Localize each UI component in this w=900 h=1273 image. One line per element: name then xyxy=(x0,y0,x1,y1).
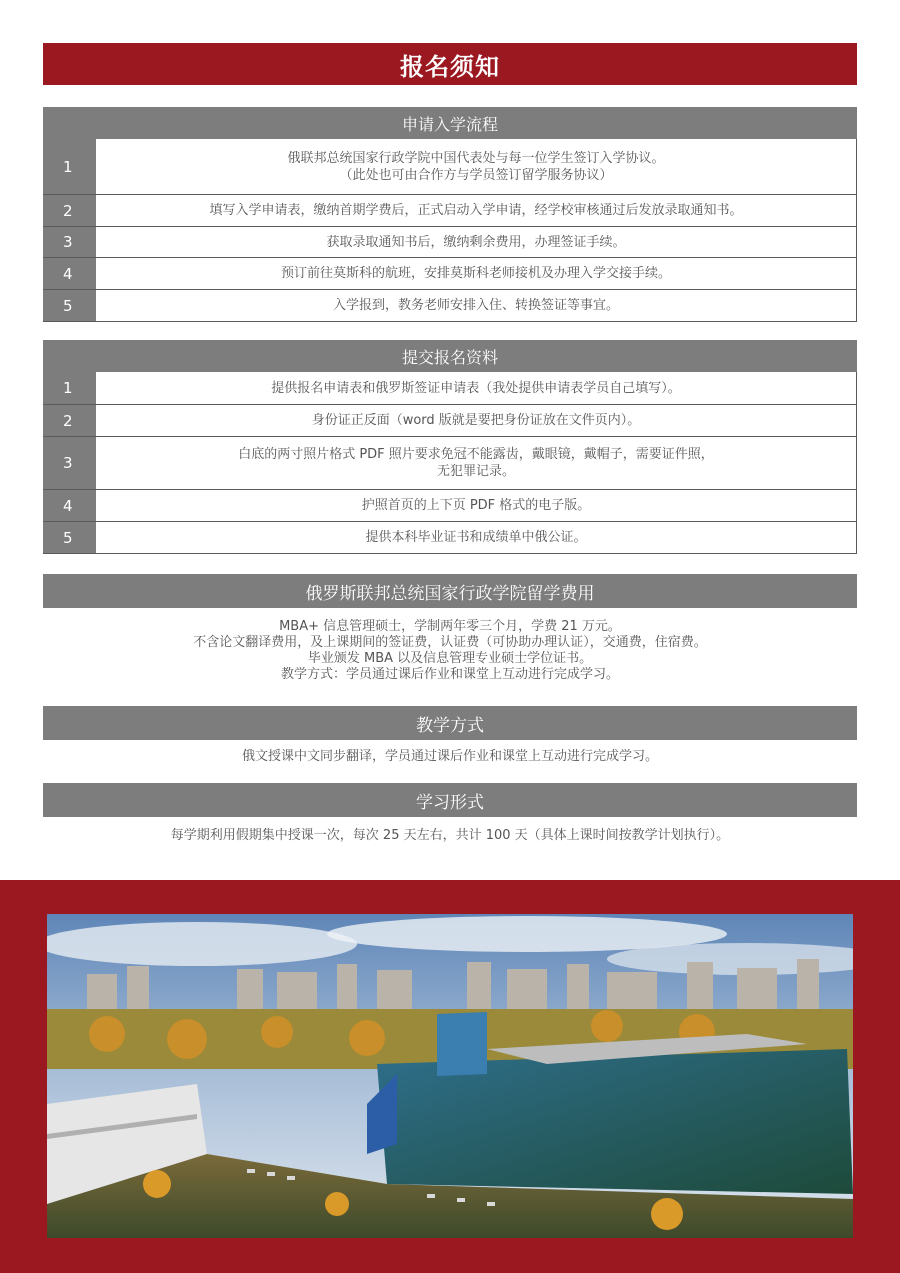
row-number: 3 xyxy=(43,437,96,489)
row-text xyxy=(96,490,857,521)
row-text-line: （此处也可由合作方与学员签订留学服务协议） xyxy=(339,167,613,183)
row-text xyxy=(96,258,857,289)
row-text xyxy=(96,405,857,436)
table-row xyxy=(43,195,857,227)
row-text-line: 白底的两寸照片格式 PDF 照片要求免冠不能露齿，戴眼镜，戴帽子，需要证件照， xyxy=(238,447,714,462)
fees-text xyxy=(43,619,857,683)
fees-line: MBA+ 信息管理硕士，学制两年零三个月，学费 21 万元。 xyxy=(279,619,621,634)
process-table-heading: 申请入学流程 xyxy=(43,107,857,139)
table-row xyxy=(43,258,857,290)
row-number: 1 xyxy=(43,139,96,194)
row-number: 5 xyxy=(43,290,96,321)
row-text-line: 身份证正反面（word 版就是要把身份证放在文件页内）。 xyxy=(311,413,641,428)
row-text-line: 提供本科毕业证书和成绩单中俄公证。 xyxy=(365,530,587,545)
row-text-line: 无犯罪记录。 xyxy=(436,464,515,479)
row-number: 1 xyxy=(43,372,96,404)
materials-table-heading: 提交报名资料 xyxy=(43,340,857,372)
row-text xyxy=(96,139,857,194)
table-row xyxy=(43,227,857,258)
fees-line: 不含论文翻译费用，及上课期间的签证费，认证费（可协助办理认证），交通费，住宿费。 xyxy=(193,635,707,650)
row-text xyxy=(96,195,857,226)
row-number: 4 xyxy=(43,490,96,521)
fees-heading: 俄罗斯联邦总统国家行政学院留学费用 xyxy=(43,574,857,608)
table-row xyxy=(43,405,857,437)
table-row xyxy=(43,372,857,405)
process-table xyxy=(43,107,857,322)
fees-line: 毕业颁发 MBA 以及信息管理专业硕士学位证书。 xyxy=(307,651,593,666)
fees-line: 教学方式：学员通过课后作业和课堂上互动进行完成学习。 xyxy=(280,667,619,682)
teaching-text: 俄文授课中文同步翻译，学员通过课后作业和课堂上互动进行完成学习。 xyxy=(241,749,658,764)
row-text xyxy=(96,227,857,257)
table-row xyxy=(43,490,857,522)
row-text xyxy=(96,437,857,489)
row-text-line: 入学报到，教务老师安排入住、转换签证等事宜。 xyxy=(332,298,619,313)
row-text-line: 俄联邦总统国家行政学院中国代表处与每一位学生签订入学协议。 xyxy=(287,150,665,166)
materials-table xyxy=(43,340,857,554)
row-number: 2 xyxy=(43,405,96,436)
row-text-line: 预订前往莫斯科的航班，安排莫斯科老师接机及办理入学交接手续。 xyxy=(280,266,671,281)
teaching-heading: 教学方式 xyxy=(43,706,857,740)
table-row xyxy=(43,139,857,195)
row-number: 4 xyxy=(43,258,96,289)
row-text xyxy=(96,372,857,404)
row-number: 3 xyxy=(43,227,96,257)
row-text-line: 提供报名申请表和俄罗斯签证申请表（我处提供申请表学员自己填写）。 xyxy=(271,380,681,396)
row-text xyxy=(96,290,857,321)
table-row xyxy=(43,437,857,490)
study-text: 每学期利用假期集中授课一次，每次 25 天左右，共计 100 天（具体上课时间按教学计划执行）。 xyxy=(170,828,730,843)
row-text xyxy=(96,522,857,553)
row-text-line: 获取录取通知书后，缴纳剩余费用，办理签证手续。 xyxy=(326,234,626,250)
row-number: 5 xyxy=(43,522,96,553)
row-text-line: 填写入学申请表，缴纳首期学费后，正式启动入学申请，经学校审核通过后发放录取通知书。 xyxy=(209,203,743,218)
table-row xyxy=(43,522,857,554)
row-number: 2 xyxy=(43,195,96,226)
table-row xyxy=(43,290,857,322)
study-heading: 学习形式 xyxy=(43,783,857,817)
campus-photo xyxy=(47,914,853,1238)
row-text-line: 护照首页的上下页 PDF 格式的电子版。 xyxy=(361,498,591,513)
page-title: 报名须知 xyxy=(43,43,857,85)
